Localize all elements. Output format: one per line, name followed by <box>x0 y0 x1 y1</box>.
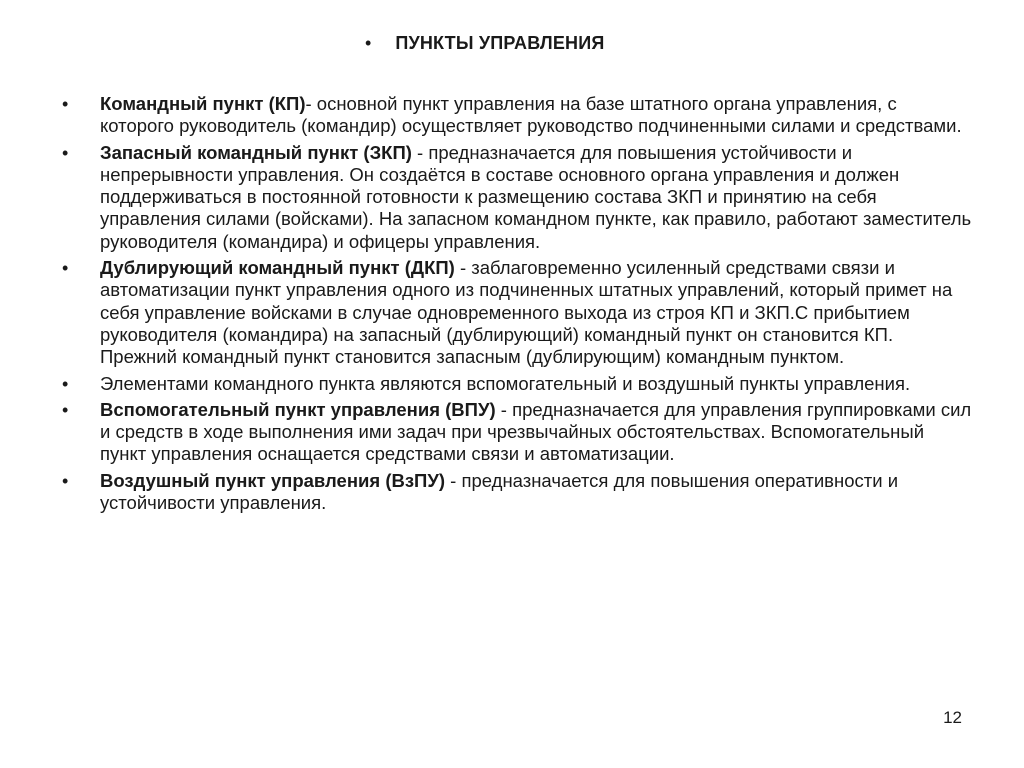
item-text: - заблаговременно усиленный средствами связи и автоматизации пункт управления одного из подчиненных штатных управлений, который примет на себя управление войсками в случае одновременного выхода из строя КП и ЗКП.С прибытием руководителя (командира) на запасный (дублирующий) командный пункт он становится КП. Прежний командный пункт становится запасным (дублирующим) командным пунктом. <box>100 257 953 368</box>
list-item <box>62 142 972 253</box>
definition-list <box>62 93 972 518</box>
page-title: ПУНКТЫ УПРАВЛЕНИЯ <box>395 33 605 53</box>
item-term: Воздушный пункт управления (ВзПУ) <box>100 469 446 491</box>
list-item <box>62 93 972 138</box>
bullet-icon: • <box>62 258 69 279</box>
item-term: Вспомогательный пункт управления (ВПУ) <box>100 398 496 420</box>
bullet-icon: • <box>365 33 372 53</box>
item-text: - основной пункт управления на базе штатного органа управления, с которого руководитель (командир) осуществляет руководство подчиненными силами и средствами. <box>100 93 962 137</box>
item-term: Дублирующий командный пункт (ДКП) <box>100 257 455 279</box>
item-text: - предназначается для управления группировками сил и средств в ходе выполнения ими задач при чрезвычайных обстоятельствах. Вспомогательный пункт управления оснащается средствами связи и автоматизации. <box>100 398 972 465</box>
item-term: Командный пункт (КП) <box>100 93 306 114</box>
item-text: - предназначается для повышения оперативности и устойчивости управления. <box>100 469 899 514</box>
page-number: 12 <box>943 708 962 727</box>
list-item <box>62 470 972 515</box>
title-row <box>365 33 605 54</box>
list-item <box>62 257 972 368</box>
bullet-icon: • <box>62 399 69 420</box>
bullet-icon: • <box>62 470 69 491</box>
item-term: Запасный командный пункт (ЗКП) <box>100 141 412 163</box>
bullet-icon: • <box>62 94 69 114</box>
item-text: - предназначается для повышения устойчивости и непрерывности управления. Он создаётся в составе основного органа управления и должен поддерживаться в постоянной готовности к размещению состава ЗКП и принятию на себя управления силами (войсками). На запасном командном пункте, как правило, работают заместитель руководителя (командира) и офицеры управления. <box>100 141 972 252</box>
list-item <box>62 399 972 466</box>
list-item <box>62 373 972 395</box>
bullet-icon: • <box>62 373 69 394</box>
bullet-icon: • <box>62 142 69 163</box>
item-text: Элементами командного пункта являются вспомогательный и воздушный пункты управления. <box>100 372 911 394</box>
